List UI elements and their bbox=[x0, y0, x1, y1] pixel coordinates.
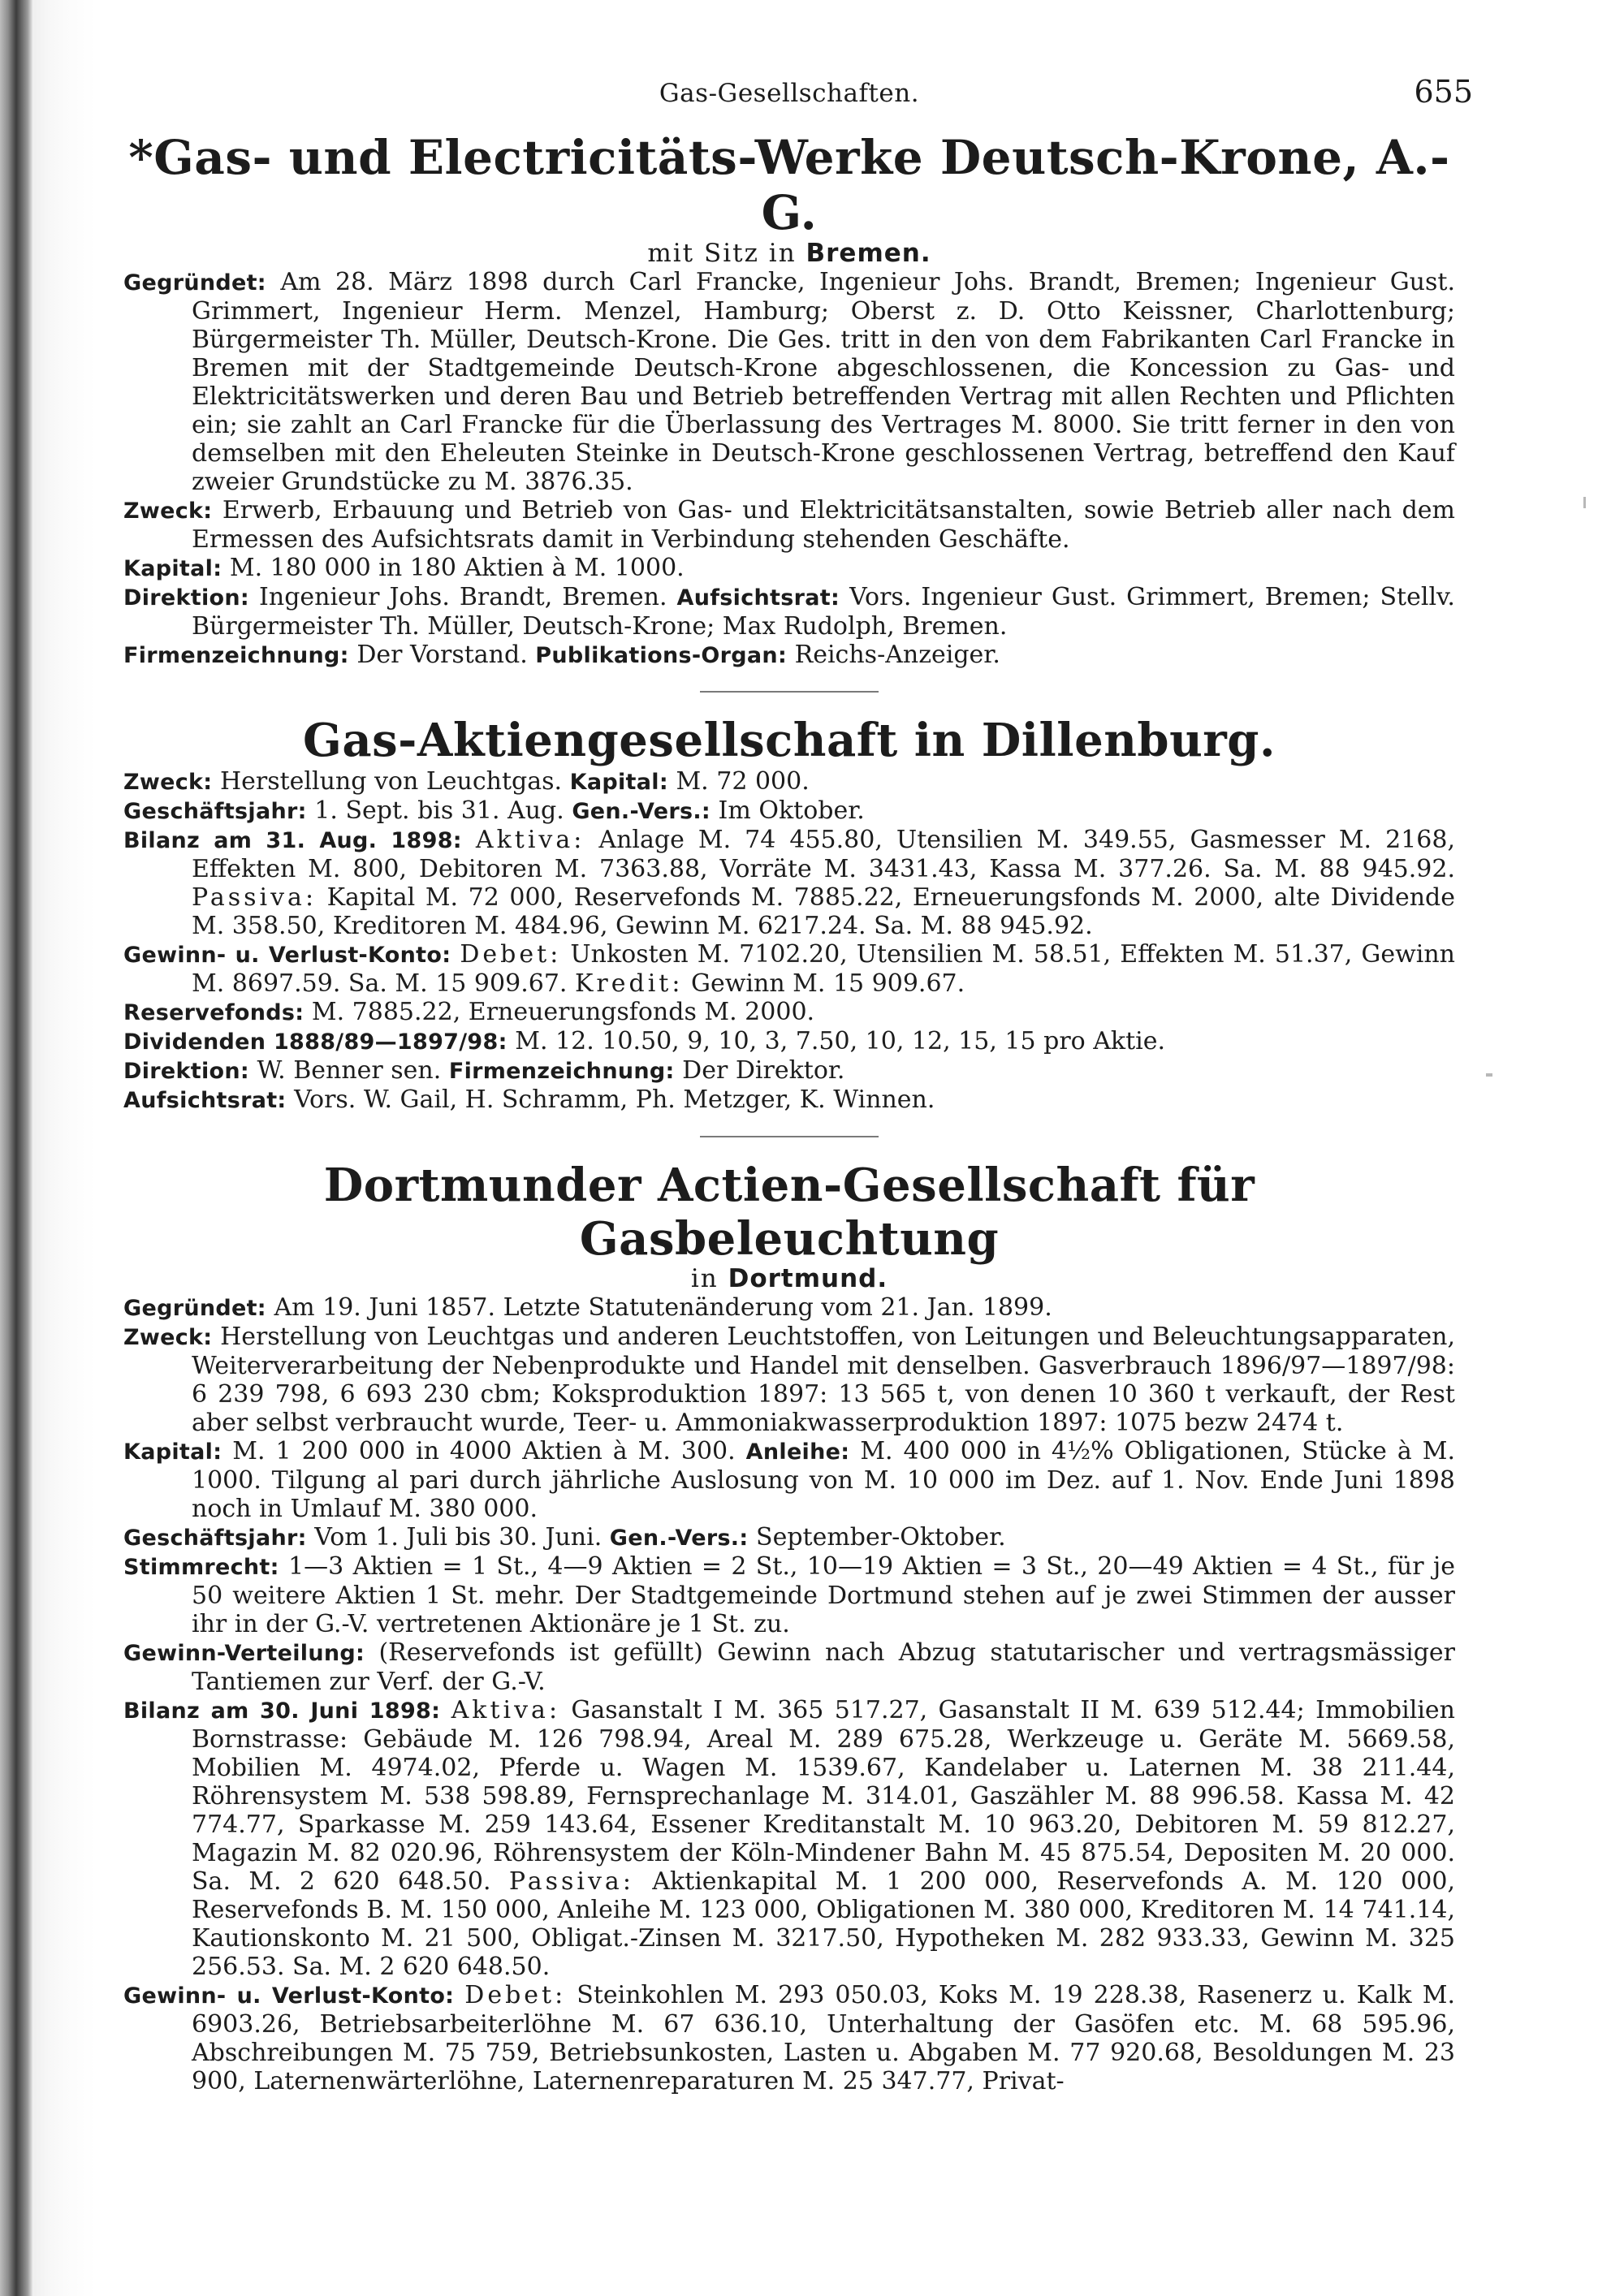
page-content bbox=[123, 74, 1473, 2095]
label-anleihe: Anleihe: bbox=[745, 1439, 850, 1465]
paragraph-gewinn-verlust bbox=[123, 1981, 1455, 2095]
gutter-shadow bbox=[32, 0, 96, 2296]
text-zweck: Herstellung von Leuchtgas und anderen Leuchtstoffen, von Leitungen und Beleuchtungsapparaten, Weiterverarbeitung der Nebenprodukte und Handel mit denselben. Gasverbrauch 1896/97—1897/98: 6 239 798, 6 693 230 cbm; Koksproduktion 1897: 13 565 t, von denen 10 360 t verkauft, der Rest aber selbst verbraucht wurde, Teer- u. Ammoniakwasserproduktion 1897: 1075 bezw 2474 t. bbox=[192, 1323, 1455, 1437]
margin-mark bbox=[1486, 1073, 1492, 1077]
text-geschaeftsjahr: Vom 1. Juli bis 30. Juni. bbox=[314, 1523, 603, 1552]
seat-city: Dortmund. bbox=[728, 1264, 888, 1293]
text-direktion: W. Benner sen. bbox=[257, 1056, 442, 1085]
text-passiva: Aktienkapital M. 1 200 000, Reservefonds A. M. 120 000, Reservefonds B. M. 150 000, Anleihe M. 123 000, Obligationen M. 380 000, Kreditoren M. 14 741.14, Kautionskonto M. 21 500, Obligat.-Zinsen M. 3217.50, Hypotheken M. 282 933.33, Gewinn M. 325 256.53. Sa. M. 2 620 648.50. bbox=[192, 1867, 1455, 1981]
word-debet: Debet: bbox=[464, 1981, 567, 2009]
text-aufsichtsrat: Vors. W. Gail, H. Schramm, Ph. Metzger, K. Winnen. bbox=[294, 1085, 935, 1114]
paragraph-reservefonds bbox=[123, 998, 1455, 1027]
text-kapital: M. 72 000. bbox=[676, 767, 810, 796]
label-publikation: Publikations-Organ: bbox=[535, 643, 788, 668]
running-title: Gas-Gesellschaften. bbox=[659, 79, 920, 108]
text-aufsichtsrat: Vors. Ingenieur Gust. Grimmert, Bremen; Stellv. Bürgermeister Th. Müller, Deutsch-Krone; Max Rudolph, Bremen. bbox=[192, 583, 1455, 641]
text-genvers: September-Oktober. bbox=[756, 1523, 1006, 1552]
label-zweck: Zweck: bbox=[123, 770, 213, 795]
word-debet: Debet: bbox=[460, 940, 562, 969]
paragraph-aufsichtsrat bbox=[123, 1085, 1455, 1115]
label-gegruendet: Gegründet: bbox=[123, 1296, 266, 1321]
label-kapital: Kapital: bbox=[123, 1439, 222, 1465]
entry-title: Gas-Aktiengesellschaft in Dillenburg. bbox=[303, 714, 1276, 767]
entry-seat bbox=[123, 239, 1455, 268]
label-gegruendet: Gegründet: bbox=[123, 270, 266, 296]
word-passiva: Passiva: bbox=[192, 883, 317, 912]
label-gewinn-verlust: Gewinn- u. Verlust-Konto: bbox=[123, 943, 451, 968]
text-publikation: Reichs-Anzeiger. bbox=[794, 641, 1000, 669]
text-aktiva: Anlage M. 74 455.80, Utensilien M. 349.55, Gasmesser M. 2168, Effekten M. 800, Debitoren M. 7363.88, Vorräte M. 3431.43, Kassa M. 377.26. Sa. M. 88 945.92. bbox=[192, 826, 1455, 883]
label-firmenzeichnung: Firmenzeichnung: bbox=[448, 1059, 675, 1084]
label-bilanz: Bilanz am 31. Aug. 1898: bbox=[123, 828, 462, 853]
text-reservefonds: M. 7885.22, Erneuerungsfonds M. 2000. bbox=[311, 998, 815, 1026]
margin-mark bbox=[1583, 497, 1586, 508]
label-kapital: Kapital: bbox=[569, 770, 668, 795]
paragraph-direktion bbox=[123, 1056, 1455, 1085]
entry-dillenburg bbox=[123, 714, 1455, 1115]
text-debet: Unkosten M. 7102.20, Utensilien M. 58.51, Effekten M. 51.37, Gewinn M. 8697.59. Sa. M. 15 909.67. bbox=[192, 940, 1455, 998]
word-aktiva: Aktiva: bbox=[475, 826, 585, 854]
text-dividenden: M. 12. 10.50, 9, 10, 3, 7.50, 10, 12, 15, 15 pro Aktie. bbox=[515, 1027, 1166, 1055]
paragraph-gewinn-verteilung bbox=[123, 1638, 1455, 1696]
label-direktion: Direktion: bbox=[123, 585, 249, 611]
label-dividenden: Dividenden 1888/89—1897/98: bbox=[123, 1029, 508, 1055]
entry-seat bbox=[123, 1264, 1455, 1293]
book-binding-edge bbox=[0, 0, 32, 2296]
label-zweck: Zweck: bbox=[123, 1325, 213, 1350]
label-bilanz: Bilanz am 30. Juni 1898: bbox=[123, 1698, 441, 1724]
label-firmenzeichnung: Firmenzeichnung: bbox=[123, 643, 349, 668]
text-firmenzeichnung: Der Vorstand. bbox=[356, 641, 528, 669]
text-zweck: Erwerb, Erbauung und Betrieb von Gas- und Elektricitätsanstalten, sowie Betrieb aller nach dem Ermessen des Aufsichtsrats damit in Verbindung stehenden Geschäfte. bbox=[192, 496, 1455, 554]
paragraph-gegruendet bbox=[123, 1293, 1455, 1323]
paragraph-gewinn-verlust bbox=[123, 940, 1455, 998]
text-debet: Steinkohlen M. 293 050.03, Koks M. 19 228.38, Rasenerz u. Kalk M. 6903.26, Betriebsarbeiterlöhne M. 67 636.10, Unterhaltung der Gasöfen etc. M. 68 595.96, Abschreibungen M. 75 759, Betriebsunkosten, Lasten u. Abgaben M. 77 920.68, Besoldungen M. 23 900, Laternenwärterlöhne, Laternenreparaturen M. 25 347.77, Privat- bbox=[192, 1981, 1455, 2095]
label-reservefonds: Reservefonds: bbox=[123, 1000, 304, 1025]
label-direktion: Direktion: bbox=[123, 1059, 249, 1084]
paragraph-kapital bbox=[123, 1437, 1455, 1523]
label-genvers: Gen.-Vers.: bbox=[572, 799, 710, 824]
label-aufsichtsrat: Aufsichtsrat: bbox=[676, 585, 840, 611]
text-gegruendet: Am 19. Juni 1857. Letzte Statutenänderung vom 21. Jan. 1899. bbox=[274, 1293, 1052, 1322]
page-header bbox=[123, 74, 1473, 127]
text-anleihe: M. 400 000 in 4½% Obligationen, Stücke à M. 1000. Tilgung al pari durch jährliche Auslosung von M. 10 000 im Dez. auf 1. Nov. Ende Juni 1898 noch in Umlauf M. 380 000. bbox=[192, 1437, 1455, 1523]
label-gewinn-verteilung: Gewinn-Verteilung: bbox=[123, 1641, 365, 1666]
paragraph-bilanz bbox=[123, 1696, 1455, 1981]
paragraph-zweck bbox=[123, 1323, 1455, 1437]
text-direktion: Ingenieur Johs. Brandt, Bremen. bbox=[259, 583, 667, 611]
text-genvers: Im Oktober. bbox=[718, 796, 865, 825]
text-gegruendet: Am 28. März 1898 durch Carl Francke, Ingenieur Johs. Brandt, Bremen; Ingenieur Gust. Grimmert, Ingenieur Herm. Menzel, Hamburg; Oberst z. D. Otto Keissner, Charlottenburg; Bürgermeister Th. Müller, Deutsch-Krone. Die Ges. tritt in den von dem Fabrikanten Carl Francke in Bremen mit der Stadtgemeinde Deutsch-Krone abgeschlossenen, die Koncession zu Gas- und Elektricitätswerken und deren Bau und Betrieb betreffenden Vertrag mit allen Rechten und Pflichten ein; sie zahlt an Carl Francke für die Überlassung des Vertrages M. 8000. Sie tritt ferner in den von demselben mit den Eheleuten Steinke in Deutsch-Krone geschlossenen Vertrag, betreffend den Kauf zweier Grundstücke zu M. 3876.35. bbox=[192, 268, 1455, 496]
text-aktiva: Gasanstalt I M. 365 517.27, Gasanstalt II M. 639 512.44; Immobilien Bornstrasse: Gebäude M. 126 798.94, Areal M. 289 675.28, Werkzeuge u. Geräte M. 5669.58, Mobilien M. 4974.02, Pferde u. Wagen M. 1539.67, Kandelaber u. Laternen M. 38 211.44, Röhrensystem M. 538 598.89, Fernsprechanlage M. 314.01, Gaszähler M. 88 996.58. Kassa M. 42 774.77, Sparkasse M. 259 143.64, Essener Kreditanstalt M. 10 963.20, Debitoren M. 59 812.27, Magazin M. 82 020.96, Röhrensystem der Köln-Mindener Bahn M. 45 875.54, Depositen M. 20 000. Sa. M. 2 620 648.50. bbox=[192, 1696, 1455, 1896]
entry-title: *Gas- und Electricitäts-Werke Deutsch-Krone, A.-G. bbox=[128, 130, 1450, 240]
label-genvers: Gen.-Vers.: bbox=[609, 1526, 749, 1551]
text-passiva: Kapital M. 72 000, Reservefonds M. 7885.22, Erneuerungsfonds M. 2000, alte Dividende M. 358.50, Kreditoren M. 484.96, Gewinn M. 6217.24. Sa. M. 88 945.92. bbox=[192, 883, 1455, 940]
label-kapital: Kapital: bbox=[123, 556, 222, 581]
seat-prefix: mit Sitz in bbox=[647, 239, 797, 268]
page-number: 655 bbox=[1414, 74, 1473, 110]
text-kredit: Gewinn M. 15 909.67. bbox=[691, 969, 965, 998]
paragraph-stimmrecht bbox=[123, 1552, 1455, 1638]
section-divider bbox=[700, 1136, 879, 1137]
label-geschaeftsjahr: Geschäftsjahr: bbox=[123, 1526, 307, 1551]
seat-prefix: in bbox=[690, 1264, 719, 1293]
paragraph-bilanz bbox=[123, 826, 1455, 940]
paragraph-firmenzeichnung bbox=[123, 641, 1455, 670]
label-gewinn-verlust: Gewinn- u. Verlust-Konto: bbox=[123, 1983, 455, 2009]
label-stimmrecht: Stimmrecht: bbox=[123, 1555, 279, 1580]
label-geschaeftsjahr: Geschäftsjahr: bbox=[123, 799, 307, 824]
paragraph-geschaeftsjahr bbox=[123, 796, 1455, 826]
text-zweck: Herstellung von Leuchtgas. bbox=[219, 767, 563, 796]
paragraph-zweck bbox=[123, 496, 1455, 554]
text-firmenzeichnung: Der Direktor. bbox=[682, 1056, 845, 1085]
label-zweck: Zweck: bbox=[123, 498, 213, 524]
seat-city: Bremen. bbox=[806, 239, 931, 268]
label-aufsichtsrat: Aufsichtsrat: bbox=[123, 1088, 287, 1113]
section-divider bbox=[700, 691, 879, 693]
word-kredit: Kredit: bbox=[574, 969, 684, 998]
text-kapital: M. 1 200 000 in 4000 Aktien à M. 300. bbox=[232, 1437, 736, 1465]
text-kapital: M. 180 000 in 180 Aktien à M. 1000. bbox=[229, 554, 685, 582]
entry-deutsch-krone bbox=[123, 130, 1455, 670]
word-aktiva: Aktiva: bbox=[451, 1696, 561, 1724]
text-geschaeftsjahr: 1. Sept. bis 31. Aug. bbox=[314, 796, 564, 825]
paragraph-dividenden bbox=[123, 1027, 1455, 1056]
text-gewinn-verteilung: (Reservefonds ist gefüllt) Gewinn nach Abzug statutarischer und vertragsmässiger Tantiemen zur Verf. der G.-V. bbox=[192, 1638, 1455, 1696]
paragraph-geschaeftsjahr bbox=[123, 1523, 1455, 1552]
entry-dortmund bbox=[123, 1159, 1455, 2095]
word-passiva: Passiva: bbox=[508, 1867, 634, 1896]
paragraph-direktion bbox=[123, 583, 1455, 641]
paragraph-kapital bbox=[123, 554, 1455, 583]
paragraph-zweck bbox=[123, 767, 1455, 796]
text-stimmrecht: 1—3 Aktien = 1 St., 4—9 Aktien = 2 St., 10—19 Aktien = 3 St., 20—49 Aktien = 4 St., für je 50 weitere Aktien 1 St. mehr. Der Stadtgemeinde Dortmund stehen auf je zwei Stimmen der ausser ihr in der G.-V. vertretenen Aktionäre je 1 St. zu. bbox=[192, 1552, 1455, 1638]
paragraph-gegruendet bbox=[123, 268, 1455, 496]
entry-title: Dortmunder Actien-Gesellschaft für Gasbeleuchtung bbox=[323, 1159, 1255, 1266]
